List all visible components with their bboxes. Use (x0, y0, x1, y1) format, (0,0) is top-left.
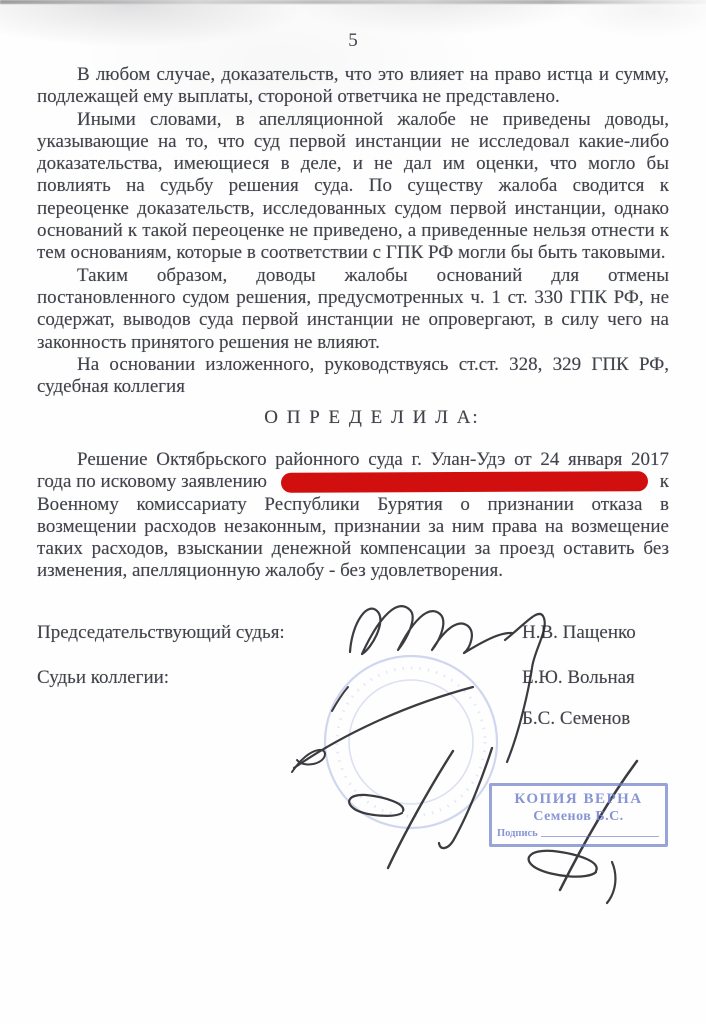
text-line: постановленного судом решения, предусмотренных ч. 1 ст. 330 ГПК РФ, не (37, 286, 669, 308)
stamp-signature-line (541, 836, 659, 837)
text-line: В любом случае, доказательств, что это влияет на право истца и сумму, (77, 64, 669, 85)
operative-text (37, 449, 669, 583)
judge-name: Н.В. Пащенко (522, 622, 636, 643)
text-line: На основании изложенного, руководствуясь ст.ст. 328, 329 ГПК РФ, (77, 353, 669, 375)
signature-ink-bottom-oval (529, 851, 597, 877)
signature-ink-bottom-tail (607, 862, 615, 903)
scan-artifact-top-edge (0, 0, 706, 4)
text-line: изменения, апелляционную жалобу - без удовлетворения. (37, 560, 503, 582)
signature-ink-semenov-hook (439, 748, 492, 848)
redacted-line-suffix: к (659, 471, 669, 493)
signature-ink-paschenko-tail (505, 614, 545, 762)
signature-row (37, 667, 669, 689)
body-text (37, 64, 669, 398)
redacted-line-prefix: года по исковому заявлению (37, 471, 268, 493)
text-line: Иными словами, в апелляционной жалобе не приведены доводы, (77, 108, 669, 130)
copy-certified-stamp (489, 783, 668, 847)
signature-role-label: Председательствующий судья: (37, 622, 285, 643)
signature-ink-volnaya-flick (332, 687, 348, 711)
text-line: содержат, выводов суда первой инстанции не опровергают, в силу чего на (37, 309, 669, 331)
text-line: переоценке доказательств, исследованных судом первой инстанции, однако (37, 197, 669, 219)
signature-role-label: Судьи коллегии: (37, 667, 170, 688)
text-line: подлежащей ему выплаты, стороной ответчика не представлено. (37, 86, 560, 108)
round-seal-stamp (325, 656, 497, 828)
text-line: Военному комиссариату Республики Бурятия о признании отказа в (37, 493, 669, 515)
text-line: таких расходов, взыскании денежной компенсации за проезд оставить без (37, 538, 669, 560)
signature-ink-semenov-cross (388, 751, 453, 868)
text-line: указывающие на то, что суд первой инстанции не исследовал какие-либо (37, 130, 669, 152)
text-line: судебная коллегия (37, 376, 185, 398)
text-line: доказательства, имеющиеся в деле, и не дал им оценки, что могло бы (37, 153, 669, 175)
text-line: тем основаниям, которые в соответствии с ГПК РФ могли бы быть таковыми. (37, 242, 666, 264)
judge-name: Е.Ю. Вольная (522, 667, 635, 688)
signature-ink-volnaya-stroke (294, 687, 473, 768)
judge-name: Б.С. Семенов (522, 708, 631, 729)
signature-ink-volnaya-loop (292, 750, 325, 772)
redaction-bar (281, 472, 648, 494)
text-line: оснований к такой переоценке не приведено, а приведенные нельзя отнести к (37, 220, 669, 242)
text-line: Решение Октябрьского районного суда г. Улан-Удэ от 24 января 2017 (77, 449, 669, 470)
ruling-heading: О П Р Е Д Е Л И Л А: (264, 407, 480, 428)
text-line: Таким образом, доводы жалобы оснований для отмены (77, 264, 669, 286)
text-line-with-redaction (37, 471, 669, 493)
signature-ink-semenov-oval (349, 795, 403, 816)
page-number: 5 (348, 30, 358, 51)
text-line: возмещении расходов незаконным, признании за ним права на возмещение (37, 515, 669, 537)
stamp-copy-verna-text: КОПИЯ ВЕРНА (514, 791, 643, 807)
signature-row (37, 622, 669, 644)
stamp-name-text: Семенов Б.С. (533, 809, 624, 824)
signature-ink-paschenko (350, 606, 512, 654)
stamp-signature-label: Подпись (497, 828, 538, 839)
text-line: законность принятого решения не влияют. (37, 331, 380, 353)
text-line: повлиять на судьбу решения суда. По существу жалоба сводится к (37, 175, 669, 197)
